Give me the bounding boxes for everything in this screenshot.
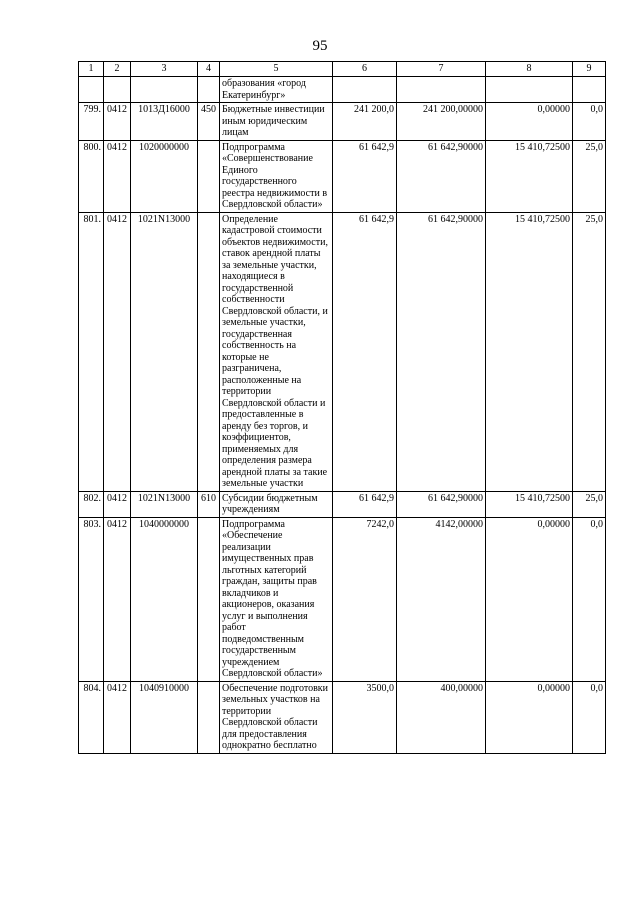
percent-cell: 25,0	[573, 212, 606, 491]
header-cell: 4	[198, 62, 220, 77]
expense-kind-cell	[198, 140, 220, 212]
percent-cell: 25,0	[573, 140, 606, 212]
header-cell: 1	[79, 62, 104, 77]
table-row	[79, 103, 606, 141]
amount-cell: 400,00000	[397, 681, 486, 753]
expense-kind-cell: 610	[198, 491, 220, 517]
target-code-cell: 1040910000	[131, 681, 198, 753]
amount-cell: 7242,0	[333, 517, 397, 681]
target-code-cell: 1020000000	[131, 140, 198, 212]
name-cell: Бюджетные инвестиции иным юридическим лицам	[220, 103, 333, 141]
amount-cell: 241 200,00000	[397, 103, 486, 141]
header-cell: 7	[397, 62, 486, 77]
header-cell: 5	[220, 62, 333, 77]
header-cell: 8	[486, 62, 573, 77]
section-cell: 0412	[104, 212, 131, 491]
expense-kind-cell	[198, 681, 220, 753]
table-row	[79, 517, 606, 681]
section-cell: 0412	[104, 140, 131, 212]
section-cell: 0412	[104, 517, 131, 681]
table-row	[79, 491, 606, 517]
empty-cell	[486, 77, 573, 103]
percent-cell: 0,0	[573, 517, 606, 681]
section-cell: 0412	[104, 491, 131, 517]
budget-table	[78, 61, 606, 754]
row-number-cell: 800.	[79, 140, 104, 212]
amount-cell: 61 642,90000	[397, 491, 486, 517]
amount-cell: 241 200,0	[333, 103, 397, 141]
amount-cell: 61 642,90000	[397, 212, 486, 491]
amount-cell: 61 642,9	[333, 212, 397, 491]
empty-cell	[131, 77, 198, 103]
section-cell: 0412	[104, 103, 131, 141]
table-row	[79, 681, 606, 753]
empty-cell	[104, 77, 131, 103]
expense-kind-cell	[198, 212, 220, 491]
section-cell: 0412	[104, 681, 131, 753]
percent-cell: 25,0	[573, 491, 606, 517]
empty-cell	[79, 77, 104, 103]
name-cell: Обеспечение подготовки земельных участков на территории Свердловской области для предоставления однократно бесплатно	[220, 681, 333, 753]
header-cell: 2	[104, 62, 131, 77]
amount-cell: 4142,00000	[397, 517, 486, 681]
empty-cell	[333, 77, 397, 103]
row-number-cell: 803.	[79, 517, 104, 681]
percent-cell: 0,0	[573, 681, 606, 753]
header-cell: 9	[573, 62, 606, 77]
amount-cell: 61 642,9	[333, 140, 397, 212]
row-number-cell: 802.	[79, 491, 104, 517]
empty-cell	[573, 77, 606, 103]
amount-cell: 0,00000	[486, 103, 573, 141]
table-row	[79, 140, 606, 212]
percent-cell: 0,0	[573, 103, 606, 141]
amount-cell: 15 410,72500	[486, 140, 573, 212]
amount-cell: 3500,0	[333, 681, 397, 753]
amount-cell: 15 410,72500	[486, 491, 573, 517]
name-cell: Субсидии бюджетным учреждениям	[220, 491, 333, 517]
target-code-cell: 1040000000	[131, 517, 198, 681]
target-code-cell: 1013Д16000	[131, 103, 198, 141]
amount-cell: 61 642,90000	[397, 140, 486, 212]
name-cell: Подпрограмма «Совершенствование Единого государственного реестра недвижимости в Свердловской области»	[220, 140, 333, 212]
header-row	[79, 62, 606, 77]
name-cell: Определение кадастровой стоимости объектов недвижимости, ставок арендной платы за земельные участки, находящиеся в государственной собственности Свердловской области, и земельные участки, государственная собственность на которые не разграничена, расположенные на территории Свердловской области и предоставленные в аренду без торгов, и коэффициентов, применяемых для определения размера арендной платы за такие земельные участки	[220, 212, 333, 491]
expense-kind-cell	[198, 517, 220, 681]
target-code-cell: 1021N13000	[131, 212, 198, 491]
amount-cell: 0,00000	[486, 517, 573, 681]
continuation-row	[79, 77, 606, 103]
table-row	[79, 212, 606, 491]
empty-cell	[397, 77, 486, 103]
empty-cell	[198, 77, 220, 103]
row-number-cell: 801.	[79, 212, 104, 491]
page-number: 95	[312, 38, 328, 54]
row-number-cell: 804.	[79, 681, 104, 753]
row-number-cell: 799.	[79, 103, 104, 141]
target-code-cell: 1021N13000	[131, 491, 198, 517]
amount-cell: 61 642,9	[333, 491, 397, 517]
amount-cell: 0,00000	[486, 681, 573, 753]
expense-kind-cell: 450	[198, 103, 220, 141]
header-cell: 6	[333, 62, 397, 77]
header-cell: 3	[131, 62, 198, 77]
name-cell: образования «город Екатеринбург»	[220, 77, 333, 103]
amount-cell: 15 410,72500	[486, 212, 573, 491]
name-cell: Подпрограмма «Обеспечение реализации имущественных прав льготных категорий граждан, защиты прав вкладчиков и акционеров, оказания услуг и выполнения работ подведомственным государственным учреждением Свердловской области»	[220, 517, 333, 681]
